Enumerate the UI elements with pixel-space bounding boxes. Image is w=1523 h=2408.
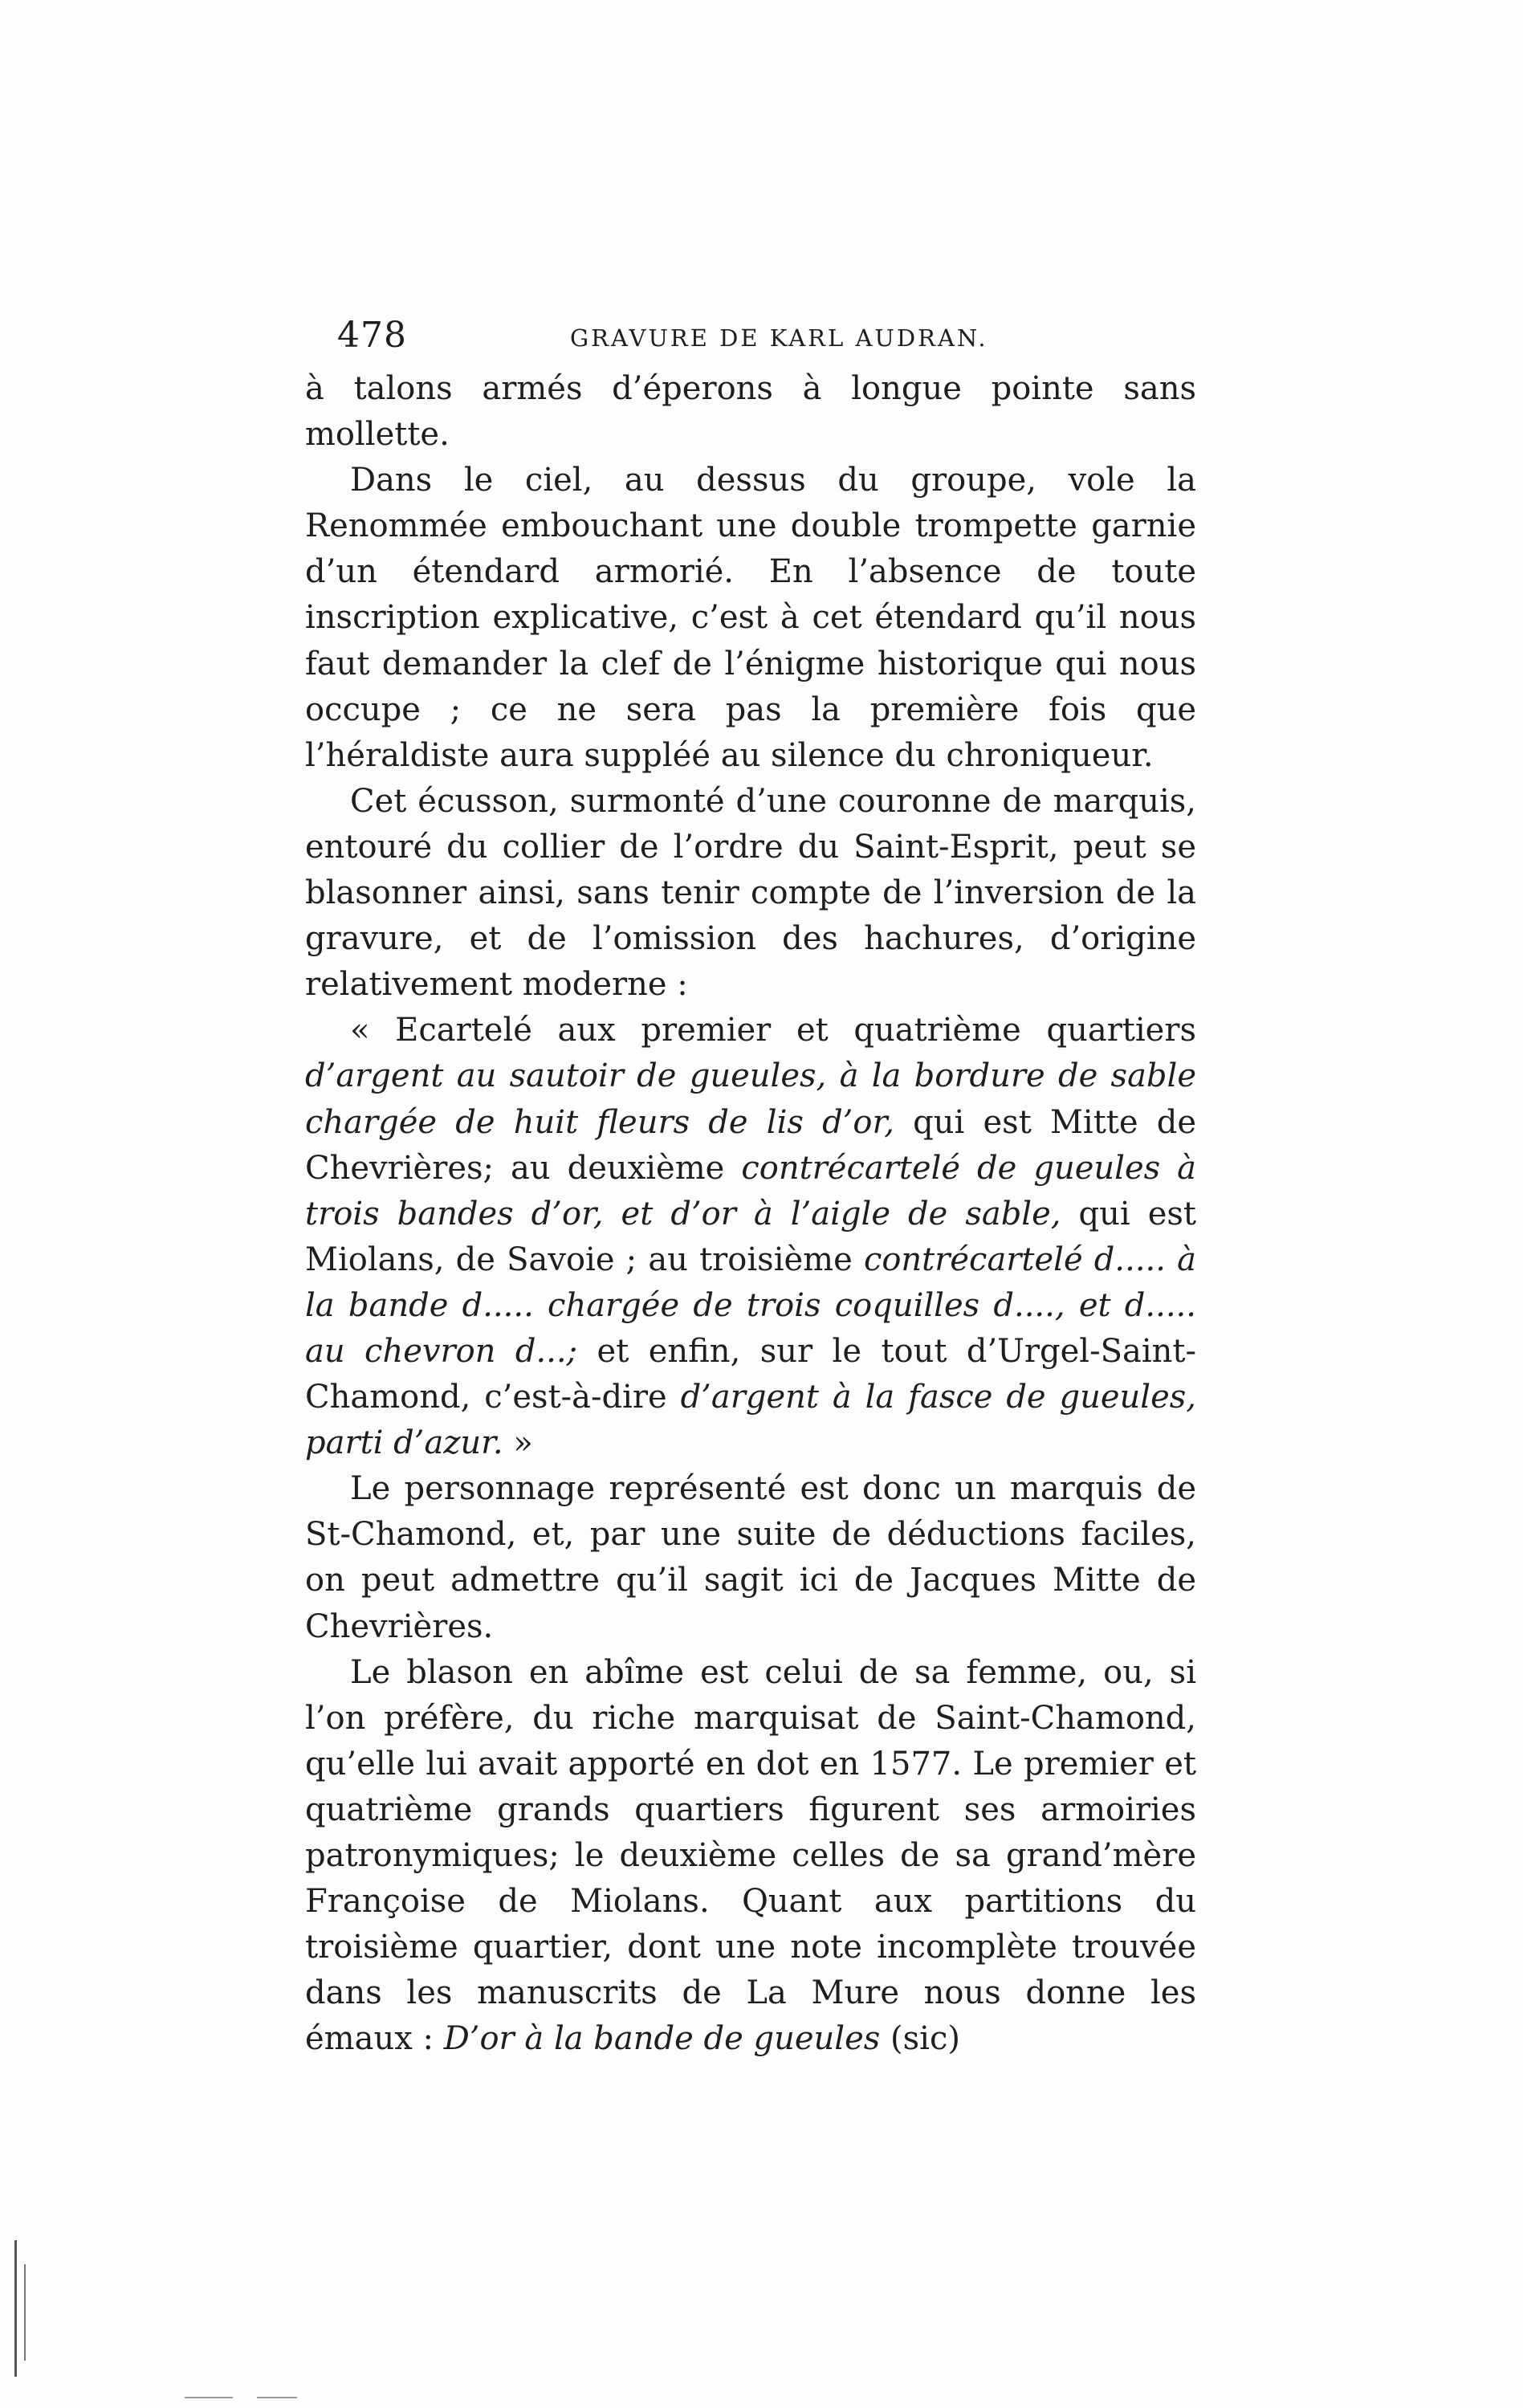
scan-bottom-mark [185, 2397, 233, 2398]
text-segment: Le personnage représenté est donc un marquis de St-Chamond, et, par une suite de déductions faciles, on peut admettre qu’il sagit ici de Jacques Mitte de Chevrières. [305, 1470, 1196, 1645]
text-segment: « Ecartelé aux premier et quatrième quartiers [350, 1012, 1196, 1049]
page-header [337, 315, 1204, 363]
italic-text-segment: d’argent à la fasce de gueules, parti d’azur. [305, 1379, 1196, 1462]
text-segment: qui est Miolans, de Savoie ; au troisième [305, 1195, 1196, 1278]
text-segment: et enfin, sur le tout d’Urgel-Saint-Chamond, c’est-à-dire [305, 1332, 1196, 1416]
running-title: GRAVURE DE KARL AUDRAN. [570, 324, 988, 352]
paragraph [305, 1650, 1196, 2063]
text-segment: Dans le ciel, au dessus du groupe, vole la Renommée embouchant une double trompette garnie d’un étendard armorié. En l’absence de toute inscription explicative, c’est à cet étendard qu’il nous faut demander la clef de l’énigme historique qui nous occupe ; ce ne sera pas la première fois que l’héraldiste aura suppléé au silence du chroniqueur. [305, 462, 1196, 774]
italic-text-segment: contrécartelé d..... à la bande d..... chargée de trois coquilles d...., et d..... au chevron d...; [305, 1241, 1197, 1370]
page-number: 478 [337, 315, 407, 356]
text-segment: qui est Mitte de Chevrières; au deuxième [305, 1103, 1197, 1187]
scan-bottom-mark [257, 2397, 297, 2398]
text-segment: Cet écusson, surmonté d’une couronne de marquis, entouré du collier de l’ordre du Saint-Esprit, peut se blasonner ainsi, sans tenir compte de l’inversion de la gravure, et de l’omission des hachures, d’origine relativement moderne : [305, 782, 1196, 1004]
paragraph [305, 366, 1196, 458]
text-segment: à talons armés d’éperons à longue pointe sans mollette. [305, 370, 1196, 454]
paragraph [305, 1466, 1196, 1649]
paragraph [305, 779, 1196, 1008]
text-segment: » [503, 1424, 533, 1462]
paragraph [305, 1008, 1196, 1466]
text-segment: (sic) [880, 2020, 960, 2058]
scan-edge-mark [24, 2264, 26, 2361]
body-text [305, 366, 1196, 2062]
text-segment: Le blason en abîme est celui de sa femme, ou, si l’on préfère, du riche marquisat de Saint-Chamond, qu’elle lui avait apporté en dot en 1577. Le premier et quatrième grands quartiers figurent ses armoiries patronymiques; le deuxième celles de sa grand’mère Françoise de Miolans. Quant aux partitions du troisième quartier, dont une note incomplète trouvée dans les manuscrits de La Mure nous donne les émaux : [305, 1653, 1196, 2058]
paragraph [305, 458, 1196, 779]
italic-text-segment: d’argent au sautoir de gueules, à la bordure de sable chargée de huit fleurs de lis d’or, [305, 1057, 1196, 1141]
italic-text-segment: contrécartelé de gueules à trois bandes d’or, et d’or à l’aigle de sable, [305, 1149, 1196, 1233]
scan-edge-mark [14, 2240, 17, 2377]
italic-text-segment: D’or à la bande de gueules [443, 2020, 881, 2058]
